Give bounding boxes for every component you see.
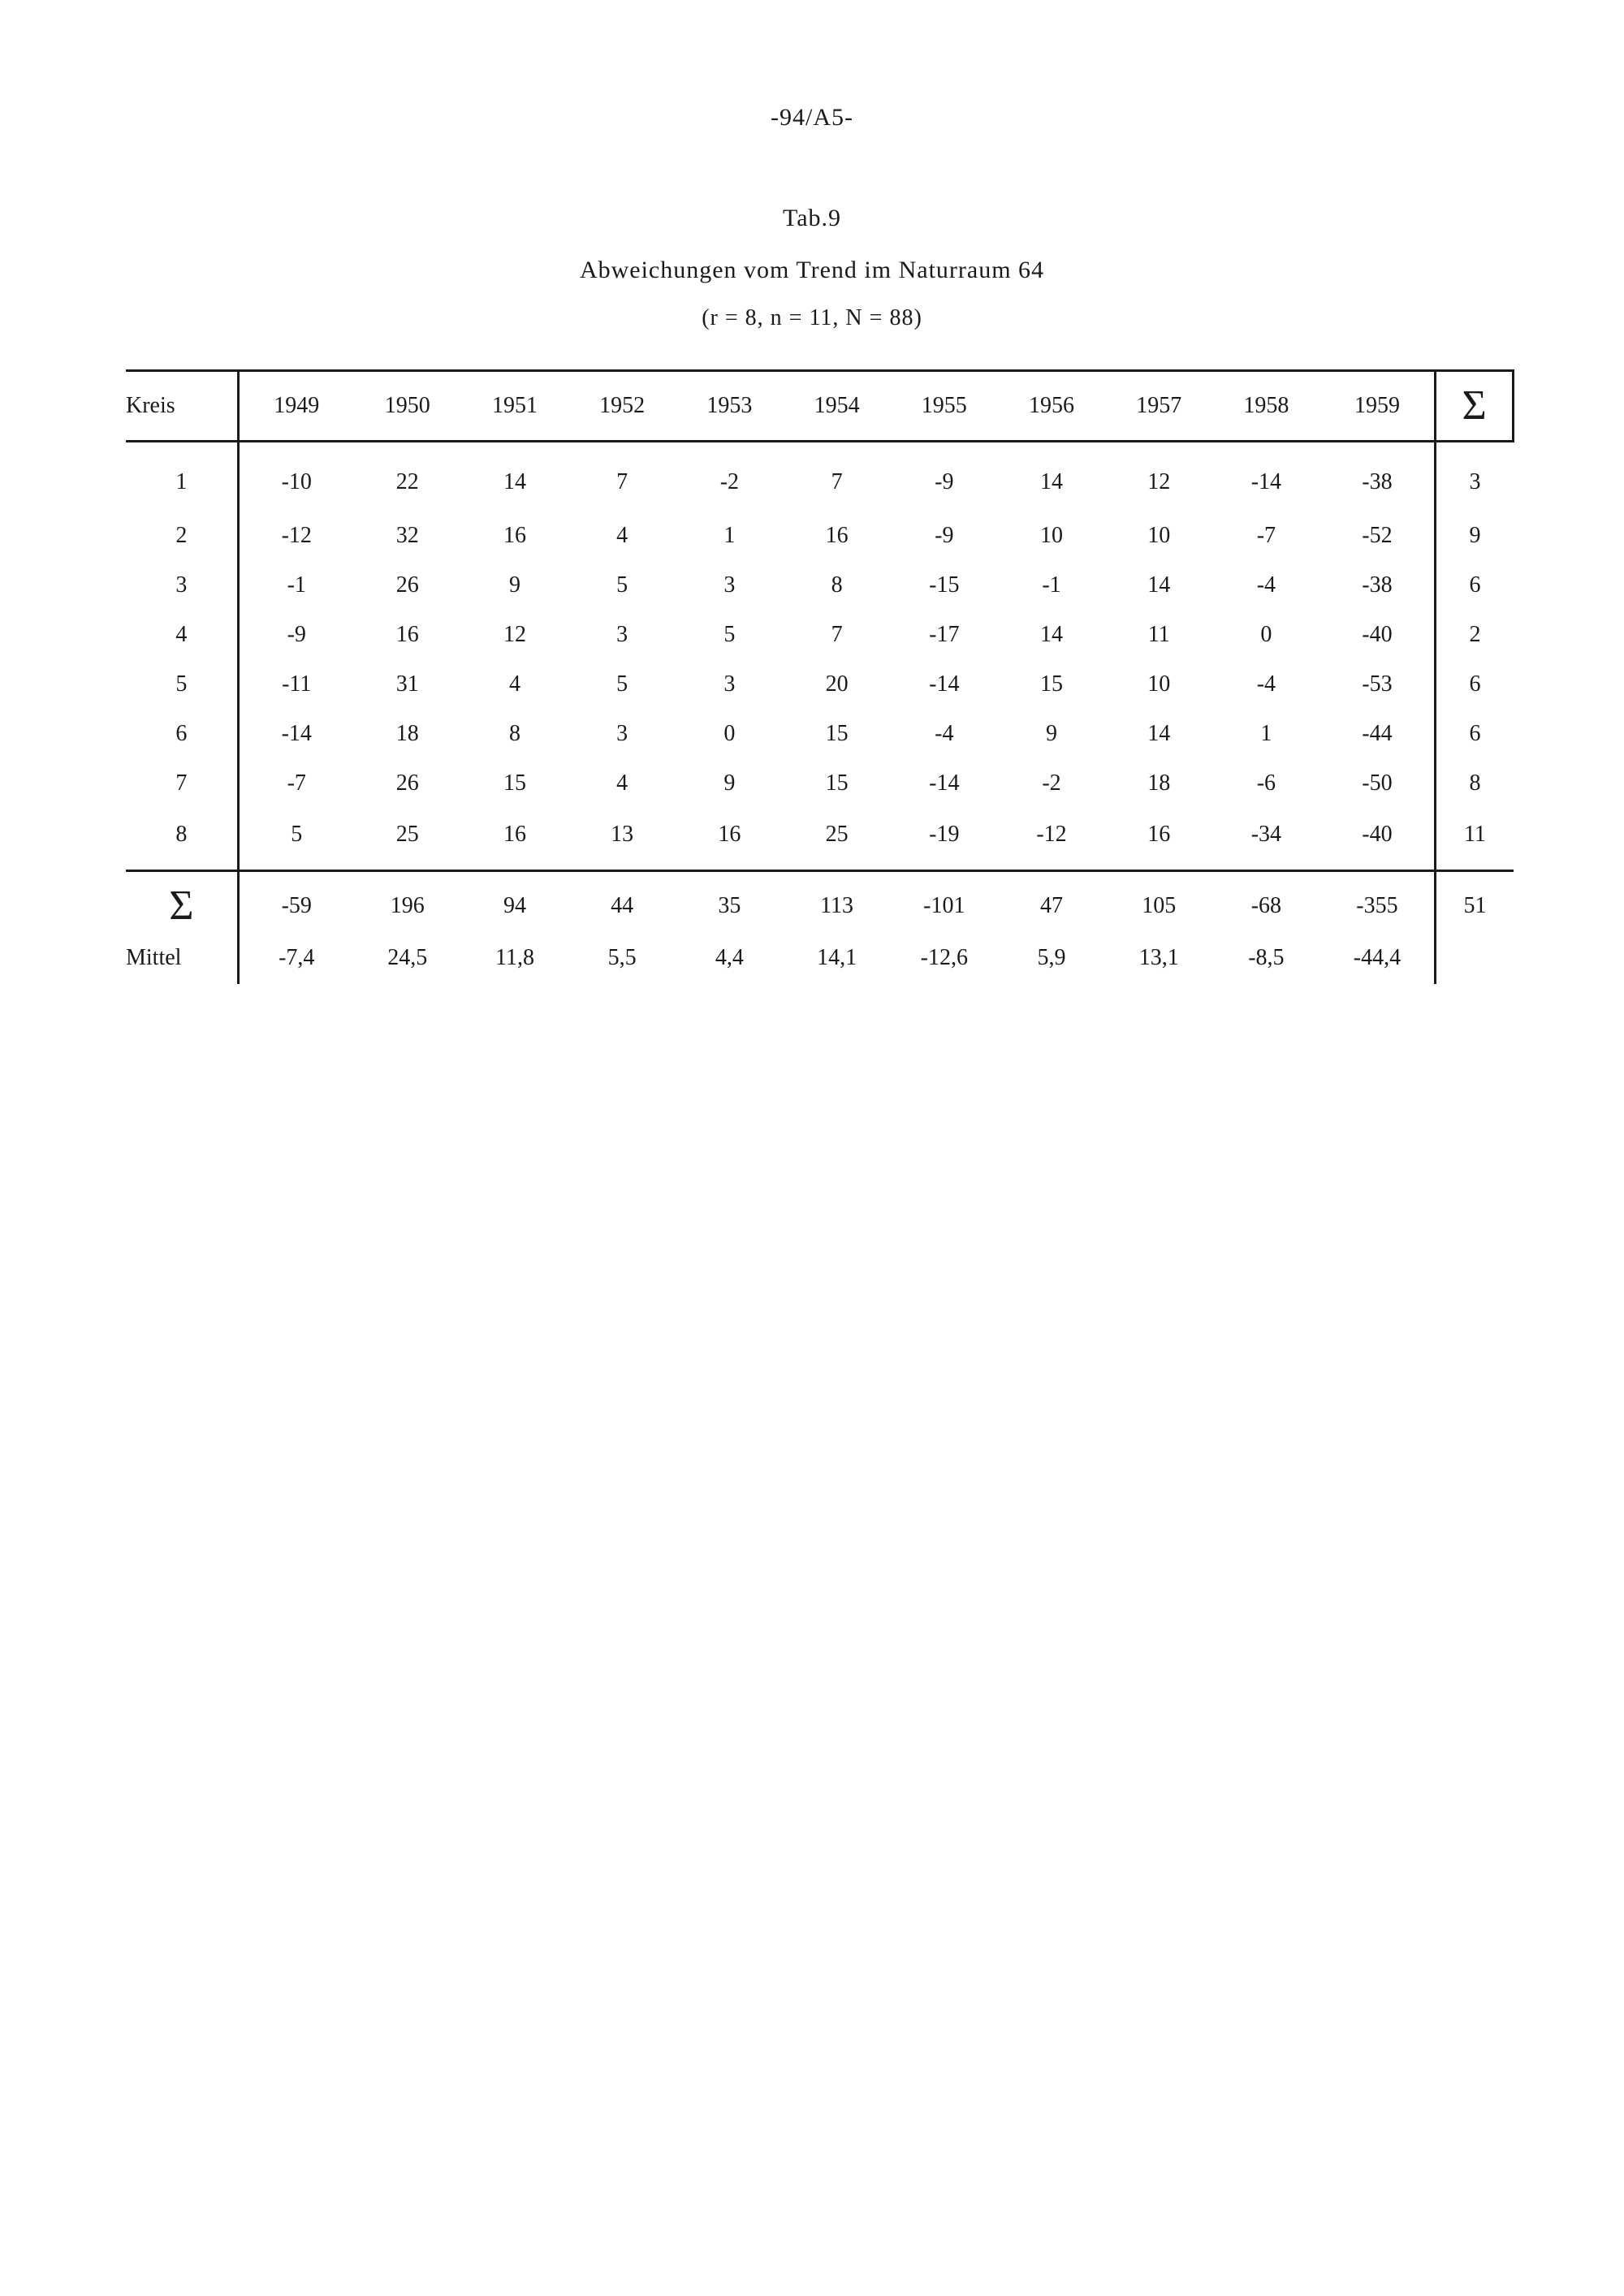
sum-cell: 35 bbox=[676, 871, 783, 938]
value-cell: 13 bbox=[611, 822, 634, 847]
value-cell: 10 bbox=[1039, 522, 1063, 548]
mean-cell: -7,4 bbox=[279, 945, 315, 970]
value-cell: -14 bbox=[281, 720, 312, 746]
value-cell: 26 bbox=[395, 770, 419, 796]
value-cell: 15 bbox=[825, 720, 849, 746]
table-header-row bbox=[126, 371, 1514, 442]
kreis-cell: 3 bbox=[126, 560, 238, 610]
value-cell: 18 bbox=[1147, 770, 1171, 796]
value-cell: -38 bbox=[1362, 469, 1393, 494]
value-cell: -1 bbox=[1042, 572, 1061, 598]
value-cell: 9 bbox=[723, 770, 736, 796]
kreis-cell: 8 bbox=[126, 808, 238, 871]
sum-cell: 44 bbox=[568, 871, 676, 938]
value-cell: 18 bbox=[395, 720, 419, 746]
value-cell: 3 bbox=[723, 671, 736, 697]
header-kreis: Kreis bbox=[126, 371, 238, 442]
value-cell: 25 bbox=[825, 822, 849, 847]
value-cell: 3 bbox=[616, 720, 628, 746]
table-row bbox=[126, 659, 1514, 709]
value-cell: 15 bbox=[503, 770, 526, 796]
value-cell: -40 bbox=[1362, 621, 1393, 647]
kreis-cell: 2 bbox=[126, 511, 238, 560]
value-cell: 0 bbox=[723, 720, 736, 746]
value-cell: -10 bbox=[281, 469, 312, 494]
value-cell: -9 bbox=[287, 621, 306, 647]
mean-cell: 5,5 bbox=[607, 945, 637, 970]
value-cell: 14 bbox=[1039, 469, 1063, 494]
table-body bbox=[126, 442, 1514, 871]
sum-cell: 94 bbox=[461, 871, 568, 938]
header-year: 1955 bbox=[891, 371, 998, 442]
value-cell: 16 bbox=[1147, 822, 1171, 847]
value-cell: -40 bbox=[1362, 822, 1393, 847]
value-cell: -9 bbox=[935, 522, 954, 548]
value-cell: -2 bbox=[1042, 770, 1061, 796]
value-cell: 8 bbox=[831, 572, 843, 598]
table-params: (r = 8, n = 11, N = 88) bbox=[702, 305, 922, 330]
kreis-cell: 6 bbox=[126, 709, 238, 758]
value-cell: 8 bbox=[508, 720, 520, 746]
value-cell: 14 bbox=[1147, 572, 1171, 598]
table-row bbox=[126, 511, 1514, 560]
value-cell: 12 bbox=[1147, 469, 1171, 494]
sum-cell: 47 bbox=[998, 871, 1105, 938]
value-cell: 32 bbox=[395, 522, 419, 548]
value-cell: -14 bbox=[929, 770, 960, 796]
value-cell: 11 bbox=[1147, 621, 1170, 647]
value-cell: 16 bbox=[395, 621, 419, 647]
value-cell: -11 bbox=[282, 671, 312, 697]
value-cell: -4 bbox=[1256, 671, 1276, 697]
value-cell: 5 bbox=[616, 671, 628, 697]
value-cell: -17 bbox=[929, 621, 960, 647]
sigma-symbol: Σ bbox=[169, 883, 194, 929]
value-cell: -14 bbox=[929, 671, 960, 697]
row-sum-cell: 8 bbox=[1436, 758, 1514, 808]
row-sum-cell: 6 bbox=[1436, 659, 1514, 709]
sum-row-label bbox=[126, 871, 238, 938]
value-cell: 10 bbox=[1147, 522, 1171, 548]
sum-cell: -59 bbox=[238, 871, 353, 938]
value-cell: 1 bbox=[723, 522, 736, 548]
sum-row bbox=[126, 871, 1514, 938]
header-year: 1957 bbox=[1105, 371, 1212, 442]
value-cell: 0 bbox=[1260, 621, 1272, 647]
table-row bbox=[126, 442, 1514, 511]
row-sum-cell: 9 bbox=[1436, 511, 1514, 560]
mean-sum-empty bbox=[1436, 937, 1514, 984]
row-sum-cell: 6 bbox=[1436, 709, 1514, 758]
value-cell: 9 bbox=[1045, 720, 1057, 746]
value-cell: 10 bbox=[1147, 671, 1171, 697]
value-cell: 16 bbox=[718, 822, 741, 847]
value-cell: 5 bbox=[291, 822, 303, 847]
value-cell: -19 bbox=[929, 822, 960, 847]
value-cell: 14 bbox=[1147, 720, 1171, 746]
table-row bbox=[126, 758, 1514, 808]
table-row bbox=[126, 709, 1514, 758]
kreis-cell: 1 bbox=[126, 442, 238, 511]
value-cell: 20 bbox=[825, 671, 849, 697]
kreis-cell: 5 bbox=[126, 659, 238, 709]
value-cell: 4 bbox=[508, 671, 520, 697]
value-cell: -44 bbox=[1362, 720, 1393, 746]
value-cell: 25 bbox=[395, 822, 419, 847]
value-cell: 15 bbox=[825, 770, 849, 796]
mean-cell: 13,1 bbox=[1138, 945, 1179, 970]
value-cell: -12 bbox=[1036, 822, 1067, 847]
value-cell: 14 bbox=[503, 469, 526, 494]
value-cell: 16 bbox=[825, 522, 849, 548]
table-row bbox=[126, 610, 1514, 659]
value-cell: -2 bbox=[719, 469, 740, 494]
value-cell: -53 bbox=[1362, 671, 1393, 697]
mean-cell: 14,1 bbox=[817, 945, 857, 970]
sum-cell: -355 bbox=[1320, 871, 1436, 938]
row-sum-cell: 11 bbox=[1436, 808, 1514, 871]
value-cell: 3 bbox=[723, 572, 736, 598]
mean-cell: -12,6 bbox=[920, 945, 968, 970]
value-cell: -15 bbox=[929, 572, 960, 598]
value-cell: -1 bbox=[287, 572, 306, 598]
sum-cell: -101 bbox=[891, 871, 998, 938]
mean-cell: 4,4 bbox=[715, 945, 744, 970]
value-cell: 16 bbox=[503, 522, 526, 548]
sum-cell: -68 bbox=[1212, 871, 1320, 938]
value-cell: 7 bbox=[831, 621, 843, 647]
value-cell: 26 bbox=[395, 572, 419, 598]
value-cell: -52 bbox=[1362, 522, 1393, 548]
table-row bbox=[126, 560, 1514, 610]
value-cell: 15 bbox=[1039, 671, 1063, 697]
mean-cell: -44,4 bbox=[1353, 945, 1402, 970]
value-cell: -12 bbox=[281, 522, 312, 548]
grand-total: 51 bbox=[1436, 871, 1514, 938]
value-cell: 7 bbox=[831, 469, 843, 494]
value-cell: -38 bbox=[1362, 572, 1393, 598]
value-cell: -50 bbox=[1362, 770, 1393, 796]
mean-cell: 11,8 bbox=[495, 945, 534, 970]
header-year: 1953 bbox=[676, 371, 783, 442]
mean-cell: -8,5 bbox=[1248, 945, 1285, 970]
value-cell: 1 bbox=[1260, 720, 1272, 746]
table-title: Abweichungen vom Trend im Naturraum 64 bbox=[579, 257, 1045, 283]
table-label: Tab.9 bbox=[782, 205, 842, 231]
value-cell: 5 bbox=[616, 572, 628, 598]
value-cell: -4 bbox=[1256, 572, 1276, 598]
sum-cell: 105 bbox=[1105, 871, 1212, 938]
value-cell: 7 bbox=[616, 469, 628, 494]
value-cell: 31 bbox=[395, 671, 419, 697]
header-year: 1959 bbox=[1320, 371, 1436, 442]
value-cell: 14 bbox=[1039, 621, 1063, 647]
header-year: 1949 bbox=[238, 371, 353, 442]
value-cell: -14 bbox=[1250, 469, 1282, 494]
header-year: 1952 bbox=[568, 371, 676, 442]
kreis-cell: 7 bbox=[126, 758, 238, 808]
kreis-cell: 4 bbox=[126, 610, 238, 659]
row-sum-cell: 2 bbox=[1436, 610, 1514, 659]
value-cell: 4 bbox=[616, 770, 628, 796]
page-number: -94/A5- bbox=[771, 104, 853, 131]
value-cell: 22 bbox=[395, 469, 419, 494]
value-cell: -7 bbox=[1256, 522, 1276, 548]
header-year: 1951 bbox=[461, 371, 568, 442]
mean-cell: 5,9 bbox=[1037, 945, 1066, 970]
value-cell: -7 bbox=[287, 770, 306, 796]
header-year: 1954 bbox=[783, 371, 890, 442]
value-cell: 5 bbox=[723, 621, 736, 647]
value-cell: 12 bbox=[503, 621, 526, 647]
header-year: 1958 bbox=[1212, 371, 1320, 442]
value-cell: 9 bbox=[508, 572, 520, 598]
sigma-symbol: Σ bbox=[1462, 382, 1487, 429]
mean-row bbox=[126, 937, 1514, 984]
value-cell: 16 bbox=[503, 822, 526, 847]
header-year: 1956 bbox=[998, 371, 1105, 442]
value-cell: -34 bbox=[1250, 822, 1282, 847]
mean-row-label: Mittel bbox=[126, 937, 238, 984]
mean-cell: 24,5 bbox=[387, 945, 428, 970]
table-row bbox=[126, 808, 1514, 871]
value-cell: -4 bbox=[935, 720, 954, 746]
value-cell: 4 bbox=[616, 522, 628, 548]
value-cell: 3 bbox=[616, 621, 628, 647]
sum-cell: 196 bbox=[354, 871, 461, 938]
value-cell: -6 bbox=[1256, 770, 1276, 796]
sum-cell: 113 bbox=[783, 871, 890, 938]
row-sum-cell: 3 bbox=[1436, 442, 1514, 511]
deviation-table bbox=[126, 369, 1514, 984]
value-cell: -9 bbox=[935, 469, 954, 494]
header-sum-symbol bbox=[1436, 371, 1514, 442]
row-sum-cell: 6 bbox=[1436, 560, 1514, 610]
header-year: 1950 bbox=[354, 371, 461, 442]
